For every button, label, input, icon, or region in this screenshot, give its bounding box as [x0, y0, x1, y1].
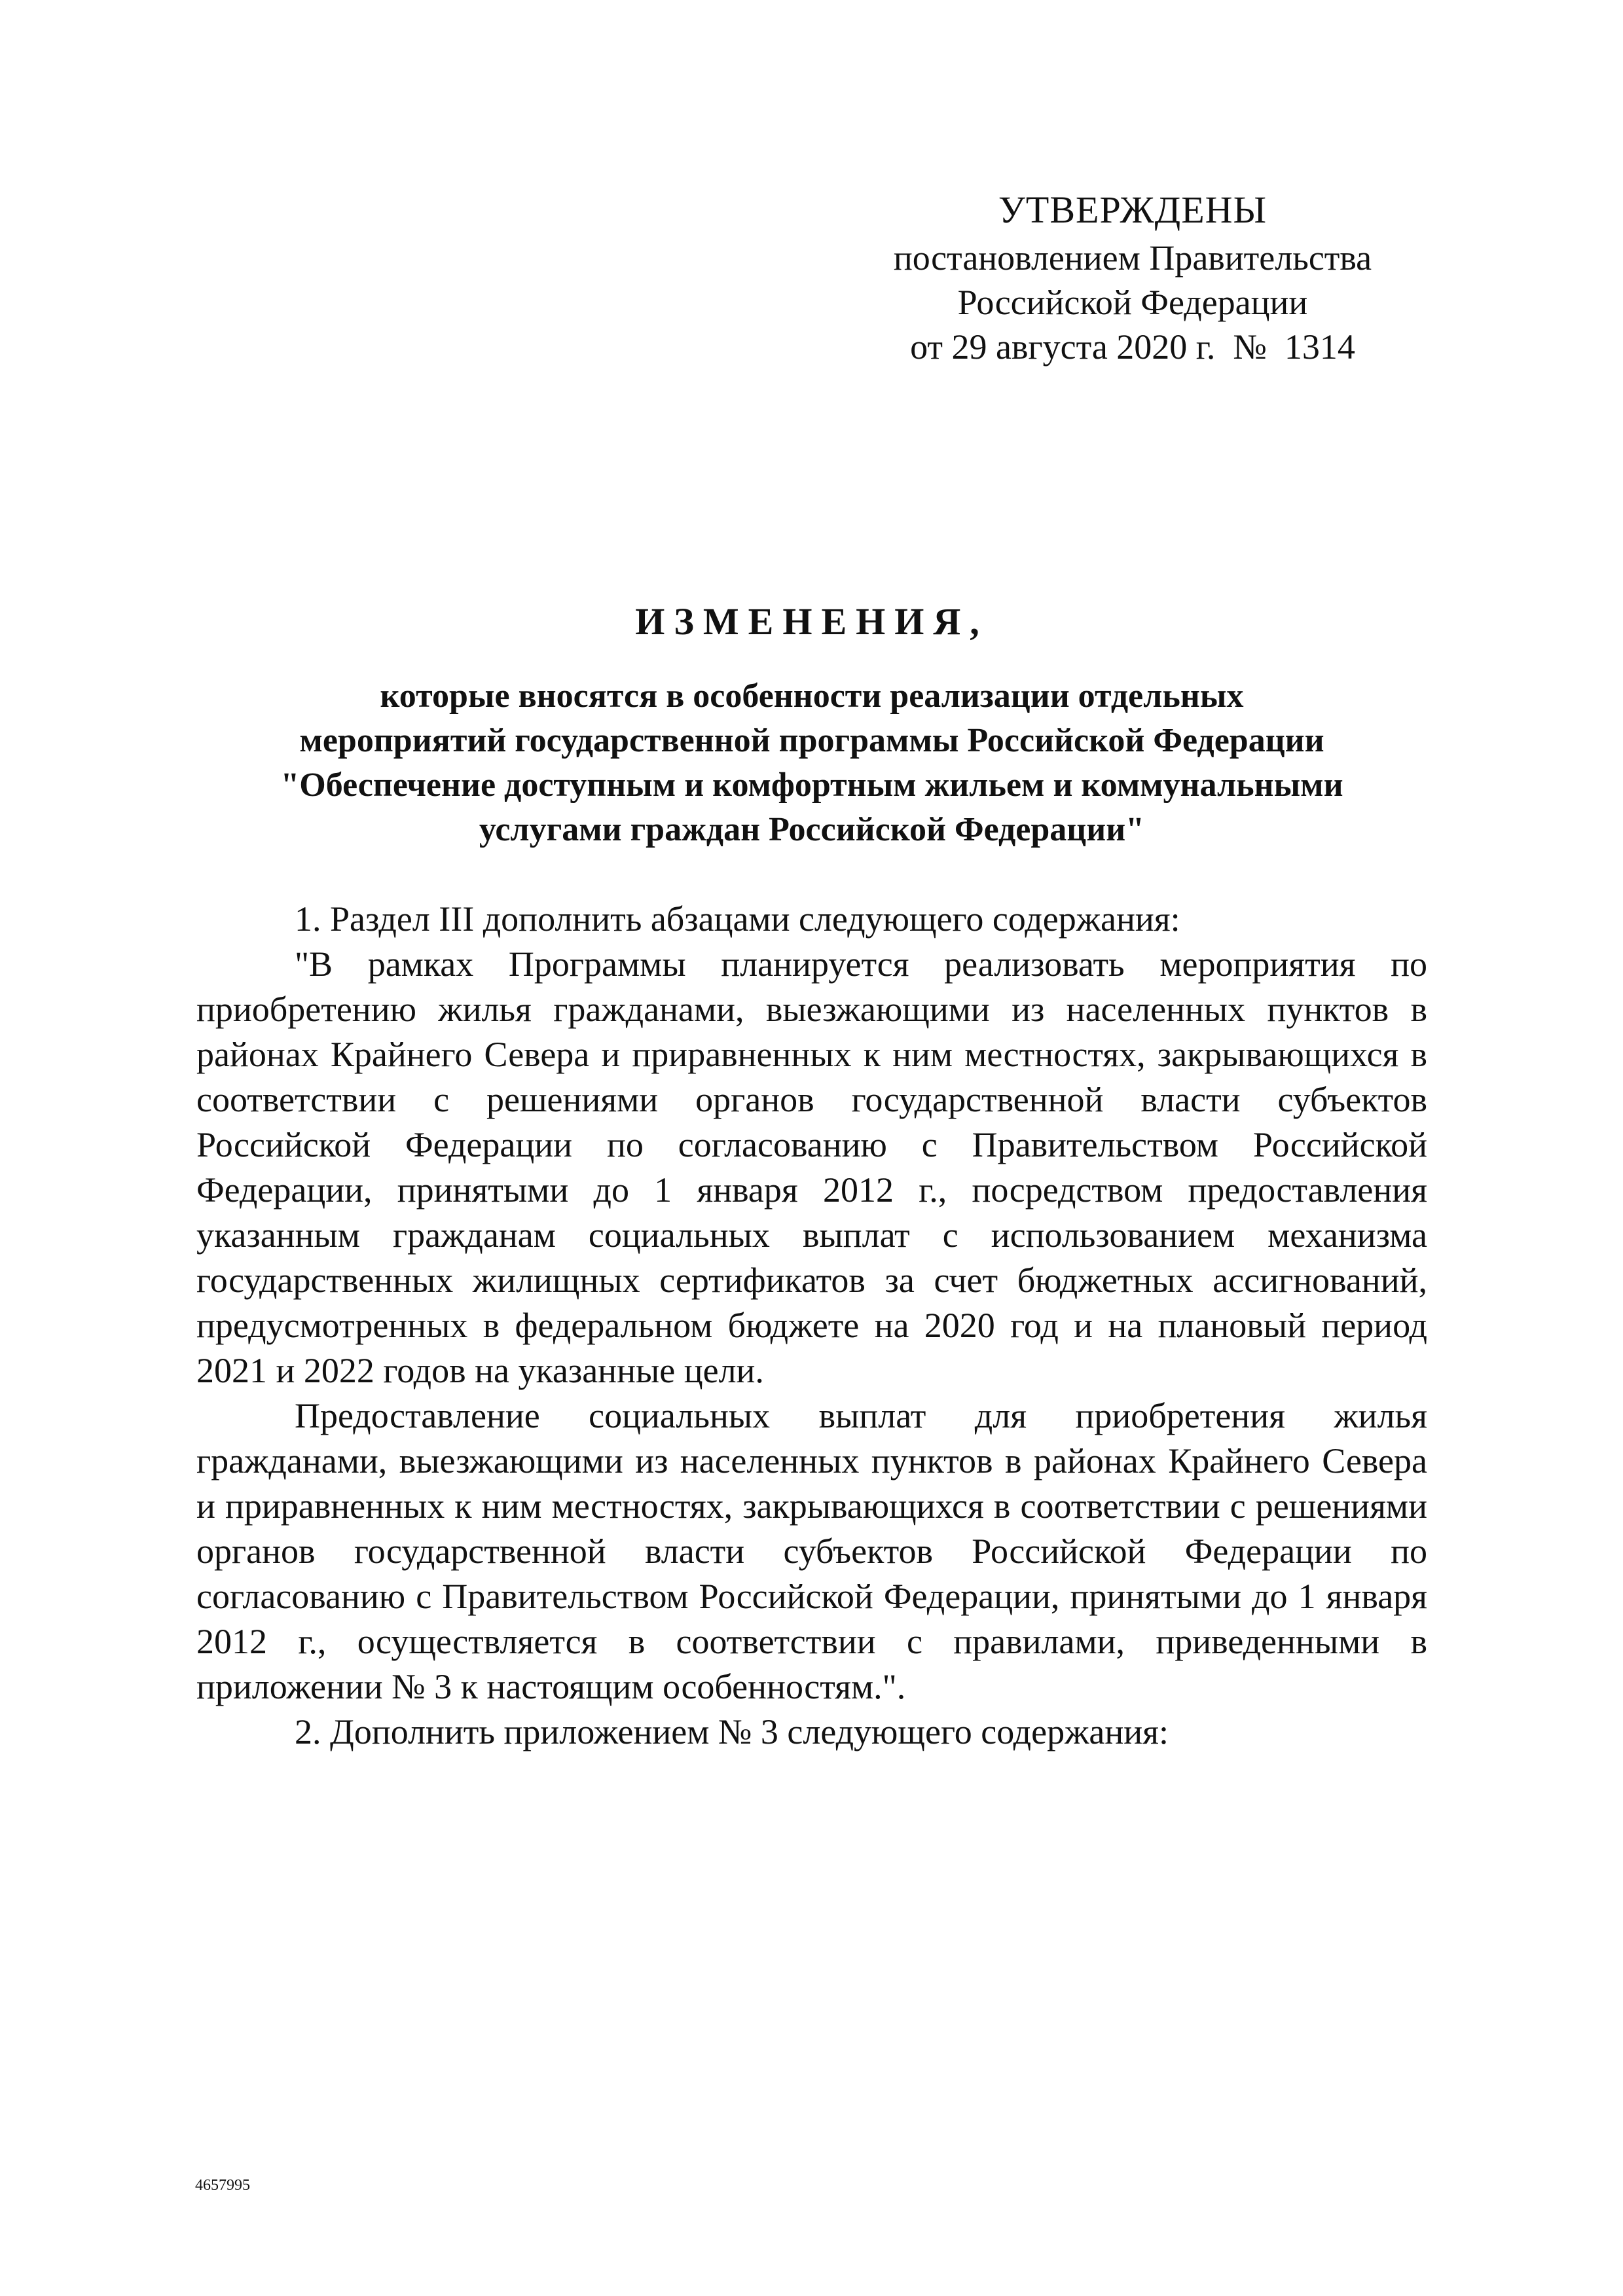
paragraph-program-measures: "В рамках Программы планируется реализовать мероприятия по приобретению жилья гражданами, выезжающими из населенных пунктов в районах Крайнего Севера и приравненных к ним местностях, закрывающихся в соответствии с решениями органов государственной власти субъектов Российской Федерации по согласованию с Правительством Российской Федерации, принятыми до 1 января 2012 г., посредством предоставления указанным гражданам социальных выплат с использованием механизма государственных жилищных сертификатов за счет бюджетных ассигнований, предусмотренных в федеральном бюджете на 2020 год и на плановый период 2021 и 2022 годов на указанные цели.	[196, 944, 1427, 1390]
document-code: 4657995	[195, 2177, 250, 2194]
paragraph-item-2: 2. Дополнить приложением № 3 следующего содержания:	[295, 1712, 1169, 1751]
subtitle-line: мероприятий государственной программы Российской Федерации	[299, 722, 1324, 759]
approval-line-date-number: от 29 августа 2020 г. № 1314	[910, 327, 1355, 367]
document-heading	[196, 596, 1427, 852]
subtitle-line: "Обеспечение доступным и комфортным жильем и коммунальными	[280, 766, 1343, 804]
paragraph-item-1: 1. Раздел III дополнить абзацами следующего содержания:	[295, 899, 1180, 939]
approval-line-federation: Российской Федерации	[957, 283, 1308, 322]
document-body	[196, 897, 1427, 1755]
approval-stamp-block	[871, 185, 1395, 369]
approved-title: УТВЕРЖДЕНЫ	[998, 188, 1267, 231]
subtitle-line: услугами граждан Российской Федерации"	[479, 811, 1145, 848]
subtitle-line: которые вносятся в особенности реализации отдельных	[380, 677, 1244, 715]
approval-line-decree: постановлением Правительства	[893, 238, 1372, 278]
paragraph-social-payments: Предоставление социальных выплат для приобретения жилья гражданами, выезжающими из населенных пунктов в районах Крайнего Севера и приравненных к ним местностях, закрывающихся в соответствии с решениями органов государственной власти субъектов Российской Федерации по согласованию с Правительством Российской Федерации, принятыми до 1 января 2012 г., осуществляется в соответствии с правилами, приведенными в приложении № 3 к настоящим особенностям.".	[196, 1396, 1427, 1706]
changes-title: ИЗМЕНЕНИЯ,	[635, 600, 989, 643]
